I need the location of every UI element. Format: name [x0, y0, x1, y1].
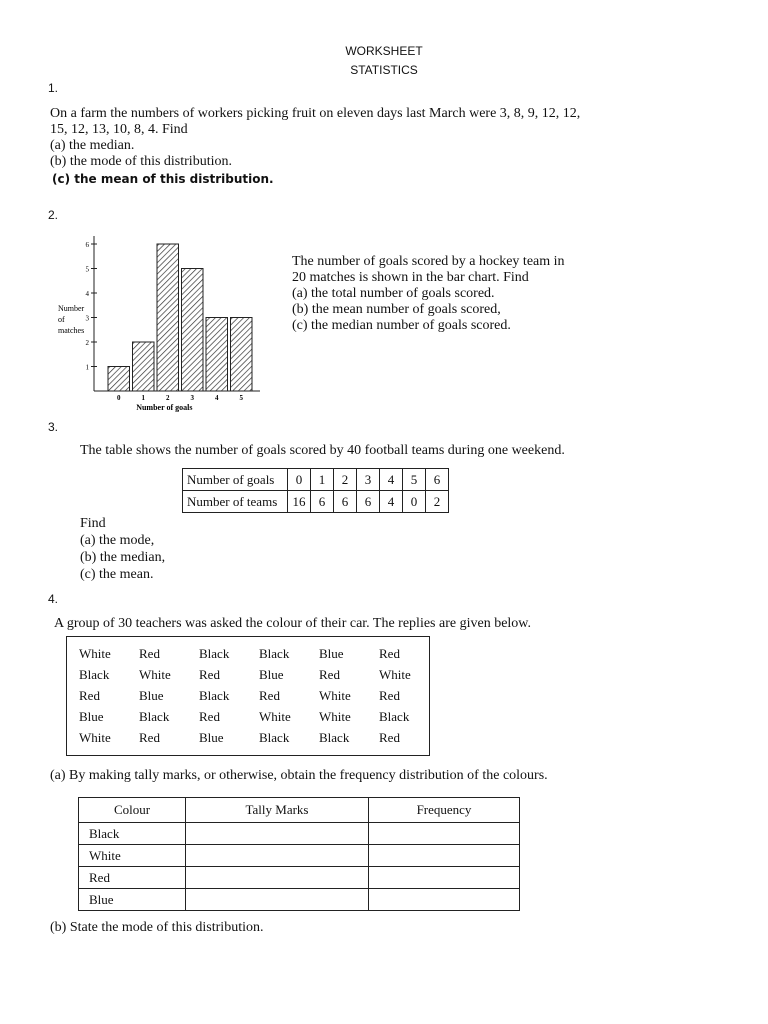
colour-cell: Black — [79, 823, 186, 845]
table-cell: Black — [379, 708, 410, 724]
teams-row-label: Number of teams — [183, 491, 288, 513]
table-cell: Blue — [319, 645, 344, 661]
table-cell: Red — [379, 687, 400, 703]
y-tick-label: 6 — [85, 241, 89, 249]
table-cell: Red — [139, 645, 160, 661]
bar-goals-0 — [108, 367, 130, 392]
table-cell: Red — [259, 687, 280, 703]
table-cell: 2 — [334, 469, 357, 491]
table-cell: White — [259, 708, 291, 724]
table-row — [79, 823, 520, 845]
y-axis-label: of — [58, 315, 65, 324]
table-cell: Black — [139, 708, 170, 724]
table-cell: 0 — [288, 469, 311, 491]
table-cell: 4 — [380, 491, 403, 513]
y-tick-label: 3 — [85, 314, 89, 323]
table-cell: White — [79, 645, 111, 661]
table-cell: Red — [379, 645, 400, 661]
table-cell: 4 — [380, 469, 403, 491]
q3-part-c: (c) the mean. — [80, 567, 154, 582]
q1-part-a: (a) the median. — [50, 138, 135, 153]
table-cell: Red — [199, 708, 220, 724]
frequency-input-cell[interactable] — [369, 889, 520, 911]
y-axis-label: Number — [58, 304, 85, 313]
colour-cell: Blue — [79, 889, 186, 911]
table-cell: 2 — [426, 491, 449, 513]
table-cell: 3 — [357, 469, 380, 491]
q3-part-b: (b) the median, — [80, 550, 166, 565]
goals-table — [182, 468, 449, 513]
bar-goals-2 — [157, 244, 179, 391]
frequency-input-cell[interactable] — [369, 867, 520, 889]
q4-part-a: (a) By making tally marks, or otherwise, obtain the frequency distribution of the colours. — [50, 768, 548, 783]
x-tick-label: 2 — [166, 394, 170, 402]
table-cell: 6 — [334, 491, 357, 513]
q1-part-c: (c) the mean of this distribution. — [52, 172, 274, 186]
table-cell: White — [319, 708, 351, 724]
q2-text-line-1: The number of goals scored by a hockey team in — [292, 254, 565, 269]
x-tick-label: 5 — [239, 394, 243, 402]
question-2-number: 2. — [48, 208, 59, 222]
table-cell: Blue — [79, 708, 104, 724]
frequency-table — [78, 797, 520, 911]
frequency-input-cell[interactable] — [369, 845, 520, 867]
goals-row-label: Number of goals — [183, 469, 288, 491]
table-cell: 1 — [311, 469, 334, 491]
question-4-number: 4. — [48, 592, 59, 606]
table-row — [183, 491, 449, 513]
frequency-input-cell[interactable] — [369, 823, 520, 845]
tally-input-cell[interactable] — [186, 845, 369, 867]
y-axis-label: matches — [58, 326, 85, 335]
table-row — [67, 664, 427, 685]
table-cell: Blue — [139, 687, 164, 703]
q3-intro: The table shows the number of goals scored by 40 football teams during one weekend. — [80, 443, 565, 458]
q3-find: Find — [80, 516, 106, 531]
table-cell: White — [139, 666, 171, 682]
q4-part-b: (b) State the mode of this distribution. — [50, 920, 264, 935]
table-cell: White — [379, 666, 411, 682]
frequency-header: Frequency — [369, 798, 520, 823]
y-tick-label: 5 — [85, 265, 89, 274]
colour-cell: Red — [79, 867, 186, 889]
bar-goals-4 — [206, 318, 228, 392]
table-row — [67, 727, 427, 748]
table-cell: Black — [319, 729, 350, 745]
q4-intro: A group of 30 teachers was asked the colour of their car. The replies are given below. — [54, 616, 531, 631]
tally-header: Tally Marks — [186, 798, 369, 823]
table-cell: Red — [319, 666, 340, 682]
table-cell: 16 — [288, 491, 311, 513]
table-row — [79, 889, 520, 911]
car-colours-table — [67, 643, 427, 748]
q2-text-line-2: 20 matches is shown in the bar chart. Find — [292, 270, 529, 285]
x-tick-label: 1 — [141, 394, 145, 402]
table-cell: Red — [199, 666, 220, 682]
q2-part-c: (c) the median number of goals scored. — [292, 318, 511, 333]
question-3-number: 3. — [48, 420, 59, 434]
table-cell: Red — [79, 687, 100, 703]
table-cell: White — [319, 687, 351, 703]
y-tick-label: 2 — [85, 339, 89, 347]
tally-input-cell[interactable] — [186, 867, 369, 889]
table-cell: Red — [379, 729, 400, 745]
table-cell: 0 — [403, 491, 426, 513]
bar-goals-5 — [231, 318, 253, 392]
table-cell: Black — [259, 729, 290, 745]
bar-goals-3 — [182, 269, 204, 392]
page-title: WORKSHEET — [345, 44, 423, 58]
question-1-number: 1. — [48, 81, 59, 95]
q1-part-b: (b) the mode of this distribution. — [50, 154, 232, 169]
table-cell: Black — [199, 645, 230, 661]
x-tick-label: 4 — [215, 394, 219, 402]
tally-input-cell[interactable] — [186, 889, 369, 911]
q3-part-a: (a) the mode, — [80, 533, 155, 548]
y-tick-label: 4 — [85, 290, 89, 298]
table-cell: Blue — [199, 729, 224, 745]
q2-part-b: (b) the mean number of goals scored, — [292, 302, 501, 317]
table-cell: 6 — [357, 491, 380, 513]
car-colours-box — [66, 636, 430, 756]
table-cell: Black — [259, 645, 290, 661]
goals-bar-chart — [50, 228, 270, 418]
bar-goals-1 — [133, 342, 155, 391]
table-cell: Blue — [259, 666, 284, 682]
x-tick-label: 3 — [190, 394, 194, 402]
x-axis-label: Number of goals — [136, 403, 193, 412]
table-cell: 5 — [403, 469, 426, 491]
table-row — [183, 469, 449, 491]
table-row — [67, 643, 427, 664]
table-row — [67, 685, 427, 706]
table-cell: Black — [79, 666, 110, 682]
table-cell: Black — [199, 687, 230, 703]
tally-input-cell[interactable] — [186, 823, 369, 845]
table-cell: Red — [139, 729, 160, 745]
y-tick-label: 1 — [85, 363, 89, 372]
table-row — [67, 706, 427, 727]
table-cell: 6 — [426, 469, 449, 491]
page-subtitle: STATISTICS — [350, 63, 418, 77]
table-cell: White — [79, 729, 111, 745]
table-row — [79, 867, 520, 889]
x-tick-label: 0 — [117, 394, 121, 402]
colour-header: Colour — [79, 798, 186, 823]
q1-text-line-1: On a farm the numbers of workers picking fruit on eleven days last March were 3, 8, 9, 12, 12, — [50, 106, 581, 121]
table-row — [79, 845, 520, 867]
table-cell: 6 — [311, 491, 334, 513]
q2-part-a: (a) the total number of goals scored. — [292, 286, 495, 301]
colour-cell: White — [79, 845, 186, 867]
q1-text-line-2: 15, 12, 13, 10, 8, 4. Find — [50, 122, 188, 137]
table-row — [79, 798, 520, 823]
